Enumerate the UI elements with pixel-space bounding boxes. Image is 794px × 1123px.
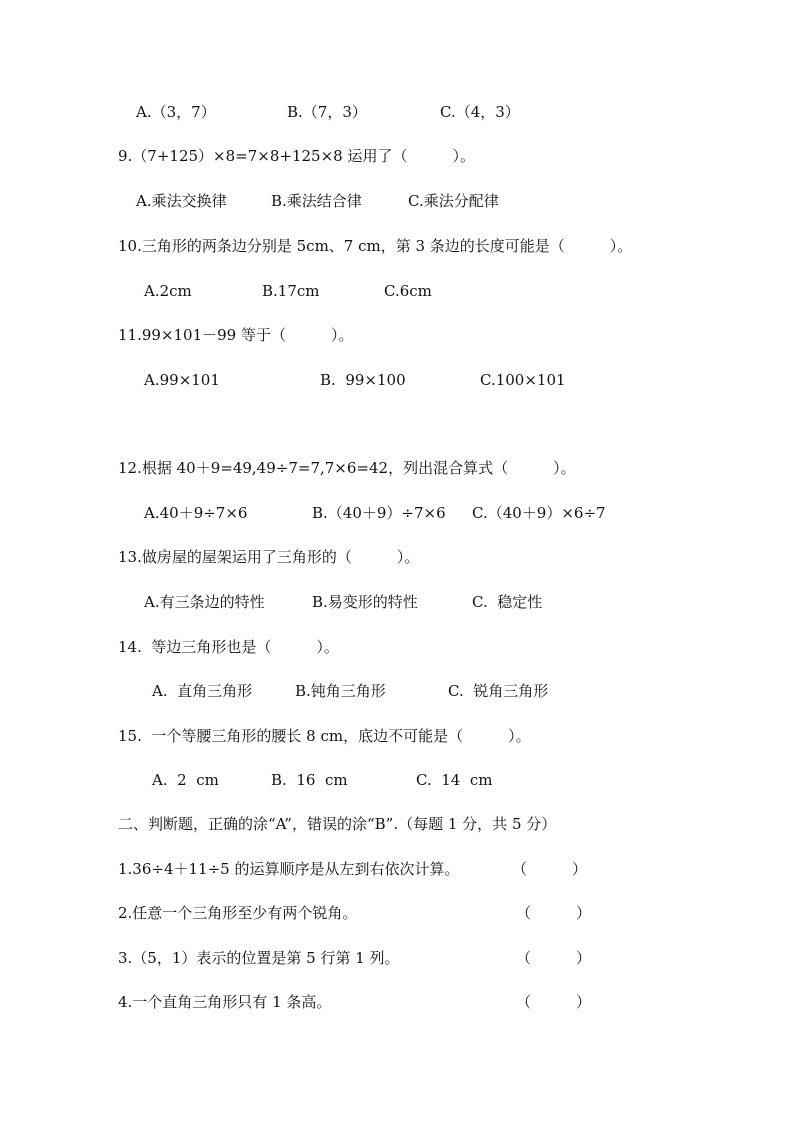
q12-option-b: B.（40＋9）÷7×6 <box>312 504 446 522</box>
q8-option-b: B.（7，3） <box>287 103 367 121</box>
q14-option-b: B.钝角三角形 <box>295 682 386 700</box>
section2-title: 二、判断题，正确的涂“A”，错误的涂“B”.（每题 1 分，共 5 分） <box>118 815 557 833</box>
judge-2-blank: （ ） <box>516 904 592 922</box>
judge-4-text: 4.一个直角三角形只有 1 条高。 <box>118 993 332 1011</box>
q13-option-b: B.易变形的特性 <box>312 593 418 611</box>
q14-option-c: C. 锐角三角形 <box>448 682 549 700</box>
q11-option-c: C.100×101 <box>480 371 566 389</box>
judge-3-blank: （ ） <box>516 949 592 967</box>
q11-stem: 11.99×101－99 等于（ ）。 <box>118 326 354 344</box>
q15-option-a: A. 2 cm <box>152 771 219 789</box>
judge-3-text: 3.（5，1）表示的位置是第 5 行第 1 列。 <box>118 949 400 967</box>
q10-option-a: A.2cm <box>144 282 192 300</box>
q11-option-a: A.99×101 <box>144 371 220 389</box>
q9-stem: 9.（7+125）×8=7×8+125×8 运用了（ ）。 <box>118 147 475 165</box>
q15-option-c: C. 14 cm <box>416 771 493 789</box>
judge-4-blank: （ ） <box>516 993 592 1011</box>
q10-option-c: C.6cm <box>384 282 432 300</box>
q8-option-c: C.（4，3） <box>440 103 520 121</box>
q10-option-b: B.17cm <box>262 282 320 300</box>
q11-option-b: B. 99×100 <box>320 371 406 389</box>
q9-option-c: C.乘法分配律 <box>408 192 499 210</box>
judge-1-blank: （ ） <box>512 860 588 878</box>
q8-option-a: A.（3，7） <box>136 103 216 121</box>
q13-option-c: C. 稳定性 <box>472 593 543 611</box>
q14-stem: 14. 等边三角形也是（ ）。 <box>118 638 339 656</box>
q15-stem: 15. 一个等腰三角形的腰长 8 cm，底边不可能是（ ）。 <box>118 727 531 745</box>
q12-option-a: A.40＋9÷7×6 <box>144 504 248 522</box>
judge-1-text: 1.36÷4＋11÷5 的运算顺序是从左到右依次计算。 <box>118 860 460 878</box>
q15-option-b: B. 16 cm <box>271 771 348 789</box>
q9-option-b: B.乘法结合律 <box>271 192 362 210</box>
q13-stem: 13.做房屋的屋架运用了三角形的（ ）。 <box>118 548 420 566</box>
judge-2-text: 2.任意一个三角形至少有两个锐角。 <box>118 904 358 922</box>
q13-option-a: A.有三条边的特性 <box>144 593 265 611</box>
q14-option-a: A. 直角三角形 <box>152 682 253 700</box>
q9-option-a: A.乘法交换律 <box>136 192 227 210</box>
q12-option-c: C.（40＋9）×6÷7 <box>472 504 606 522</box>
q12-stem: 12.根据 40＋9=49,49÷7=7,7×6=42，列出混合算式（ ）。 <box>118 459 576 477</box>
q10-stem: 10.三角形的两条边分别是 5cm、7 cm，第 3 条边的长度可能是（ ）。 <box>118 237 633 255</box>
